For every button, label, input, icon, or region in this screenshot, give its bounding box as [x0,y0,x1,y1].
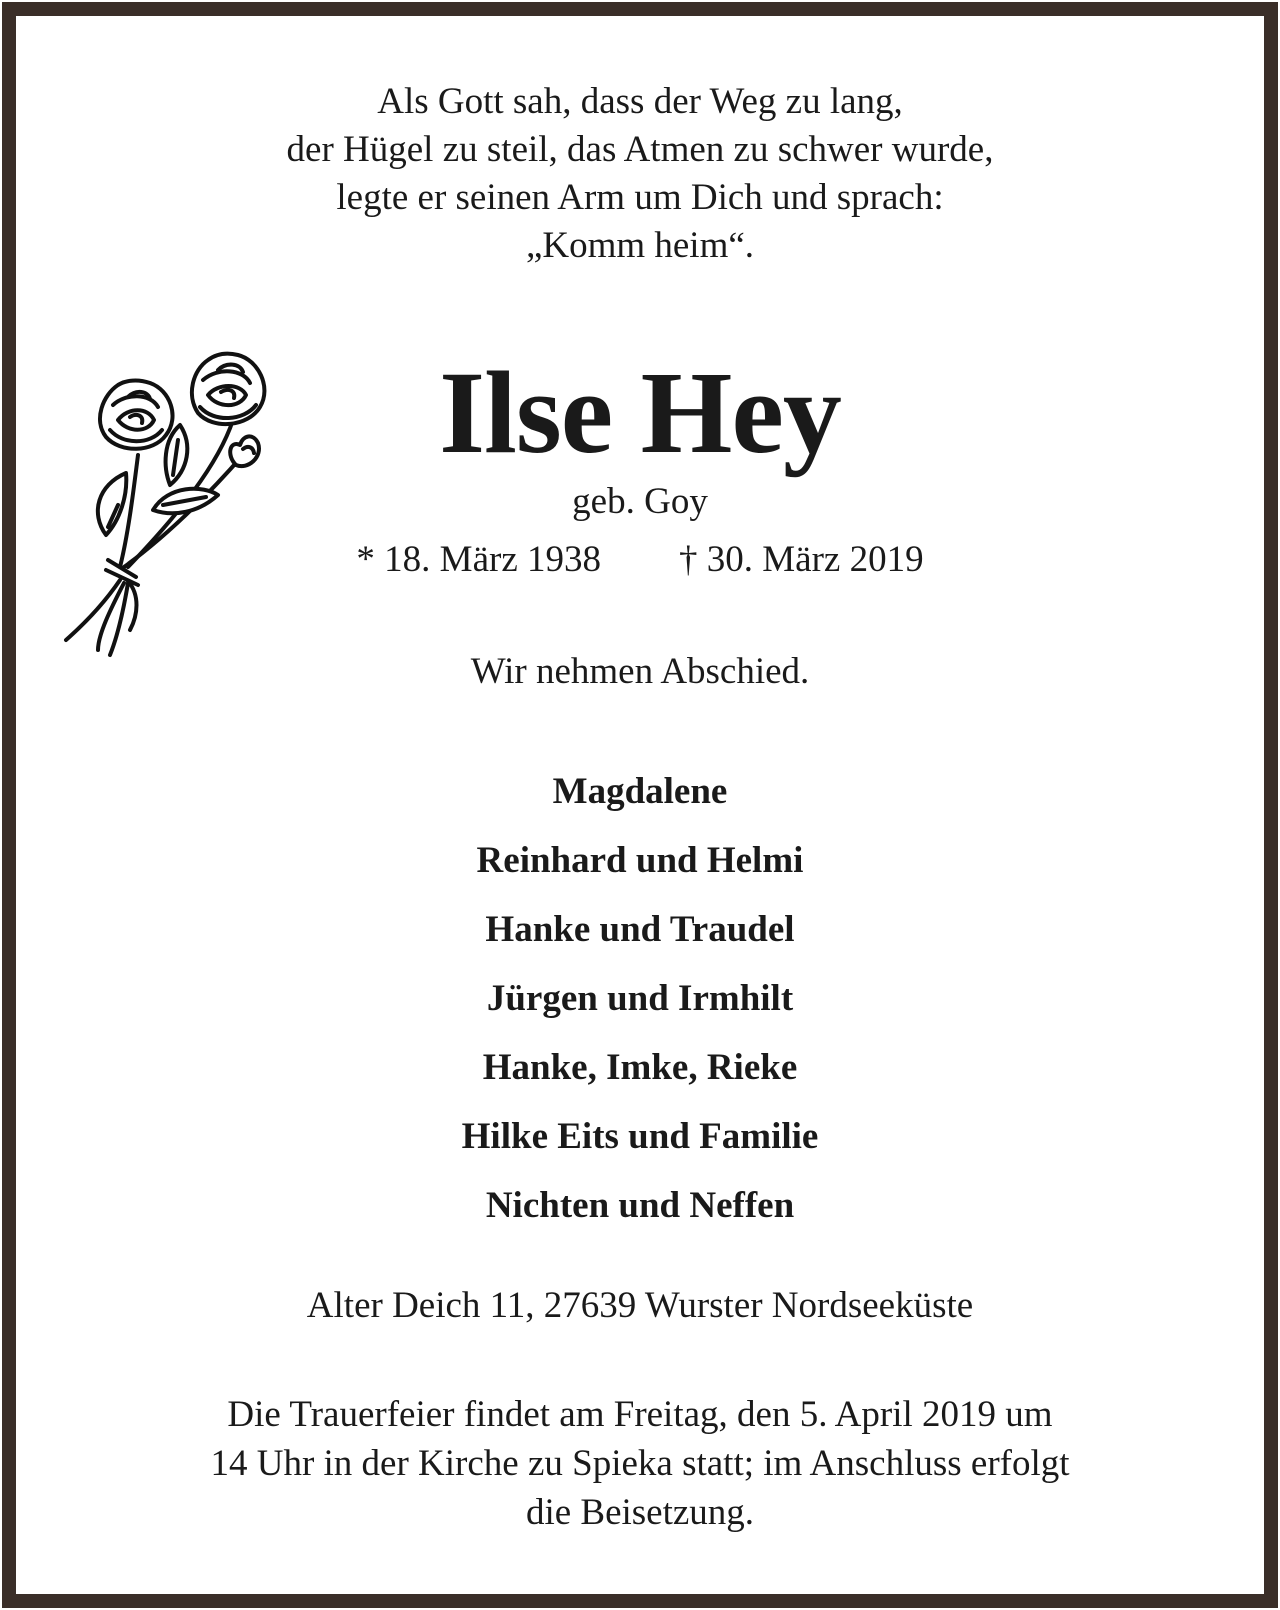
farewell-text: Wir nehmen Abschied. [470,651,810,692]
mourners-list [0,757,1280,1240]
birth-date: * 18. März 1938 [356,539,601,580]
service-line: 14 Uhr in der Kirche zu Spieka statt; im Anschluss erfolgt [210,1443,1070,1484]
address: Alter Deich 11, 27639 Wurster Nordseeküste [306,1285,974,1326]
mourner: Magdalene [552,771,728,812]
service-line: Die Trauerfeier findet am Freitag, den 5. April 2019 um [227,1394,1053,1435]
death-date: † 30. März 2019 [679,539,924,580]
mourner: Reinhard und Helmi [476,840,804,881]
poem-line: legte er seinen Arm um Dich und sprach: [336,177,944,218]
poem-line: „Komm heim“. [525,225,755,266]
mourner: Jürgen und Irmhilt [486,978,794,1019]
mourner: Hanke und Traudel [485,909,795,950]
life-dates [0,538,1280,582]
poem-line: Als Gott sah, dass der Weg zu lang, [377,81,903,122]
mourner: Nichten und Neffen [485,1185,795,1226]
poem [0,78,1280,270]
service-info [0,1390,1280,1537]
service-line: die Beisetzung. [525,1492,755,1533]
birth-name: geb. Goy [572,481,708,522]
mourner: Hilke Eits und Familie [461,1116,819,1157]
deceased-name: Ilse Hey [439,347,841,478]
poem-line: der Hügel zu steil, das Atmen zu schwer wurde, [286,129,994,170]
mourner: Hanke, Imke, Rieke [482,1047,798,1088]
